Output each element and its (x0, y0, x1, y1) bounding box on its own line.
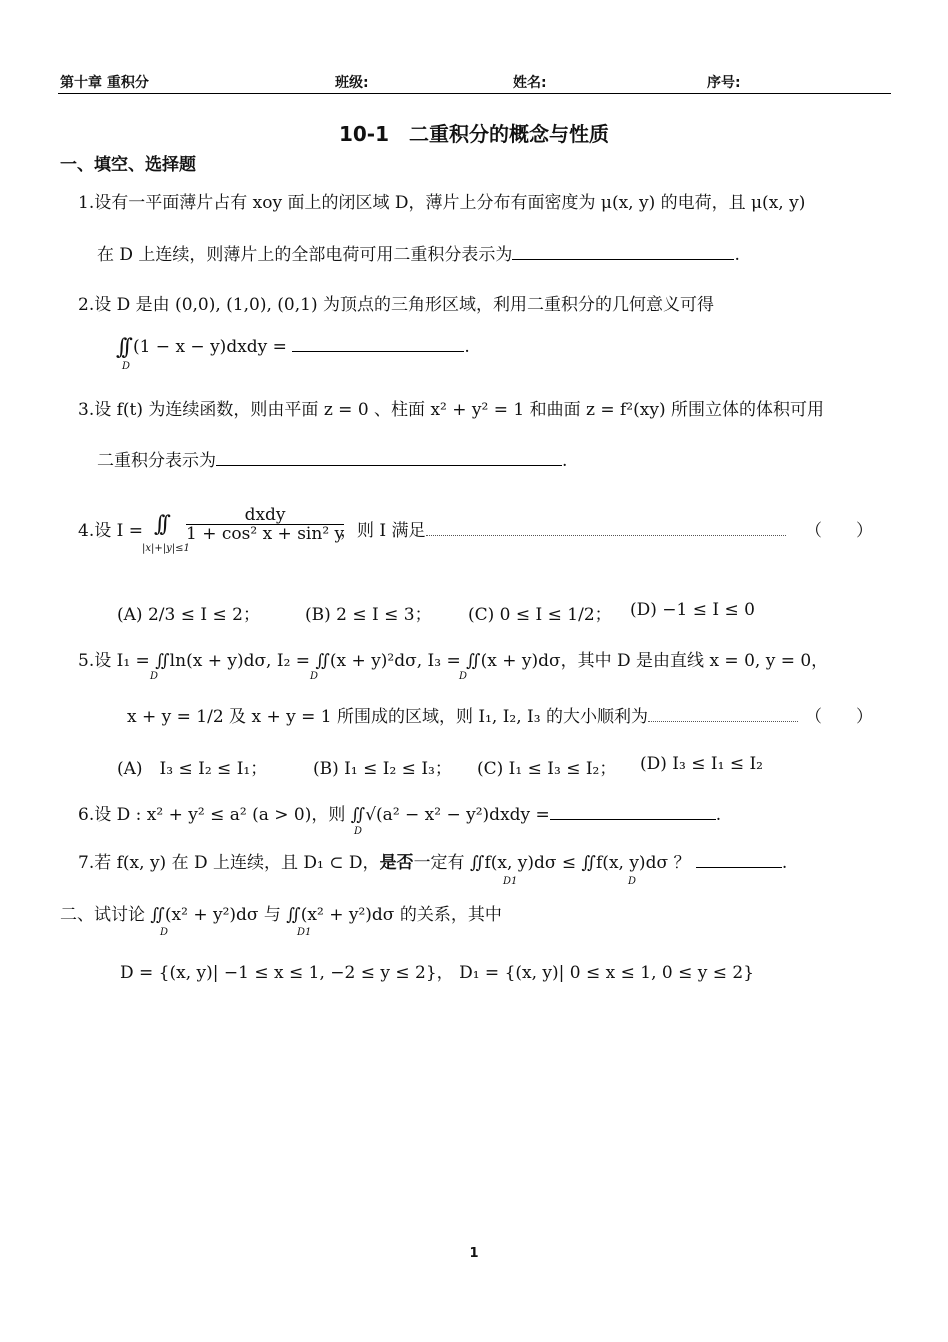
section-1-heading: 一、填空、选择题 (60, 155, 196, 175)
q5-option-d: (D) I₃ ≤ I₁ ≤ I₂ (640, 754, 763, 774)
q4-region: |x|+|y|≤1 (142, 543, 190, 554)
q3-line2-text: 二重积分表示为 (97, 451, 216, 471)
q1-line2-text: 在 D 上连续，则薄片上的全部电荷可用二重积分表示为 (97, 245, 513, 265)
name-label: 姓名: (513, 75, 547, 91)
q5-answer-paren[interactable]: （ ） (805, 707, 873, 727)
q5-region-1: D (150, 671, 159, 682)
q4-answer-paren[interactable]: （ ） (805, 521, 873, 541)
q2-expr: ∫∫ (1 − x − y)dxdy = . (116, 335, 470, 360)
q1-answer-blank[interactable] (512, 245, 734, 260)
q5-line2 (127, 702, 798, 727)
q7-answer-blank[interactable] (696, 853, 782, 868)
q5-region-3: D (459, 671, 468, 682)
section-2-region-d1: D1 (297, 927, 312, 938)
q2-answer-blank[interactable] (292, 337, 464, 352)
fraction (186, 506, 344, 543)
q3-line2: 二重积分表示为 . (97, 451, 568, 471)
q6-region: D (354, 826, 363, 837)
q4-prefix: 4.设 I = (78, 521, 143, 541)
header-rule (58, 93, 891, 94)
page-number: 1 (469, 1246, 479, 1261)
q6-text: 6.设 D : x² + y² ≤ a² (a > 0)，则 ∬√(a² − x² − y²)dxdy = (78, 805, 550, 825)
section-2-region-d: D (160, 927, 169, 938)
q5-line1: 5.设 I₁ = ∬ln(x + y)dσ, I₂ = ∬(x + y)²dσ, I₃ = ∬(x + y)dσ，其中 D 是由直线 x = 0, y = 0， (78, 651, 829, 671)
q2-expr-text: (1 − x − y)dxdy = (132, 337, 287, 357)
q7-line: 7.若 f(x, y) 在 D 上连续，且 D₁ ⊂ D，是否一定有 ∬f(x, y)dσ ≤ ∬f(x, y)dσ ？ . (78, 853, 788, 873)
q5-option-c: (C) I₁ ≤ I₃ ≤ I₂； (477, 759, 617, 779)
q5-option-a: (A) I₃ ≤ I₂ ≤ I₁； (117, 759, 268, 779)
q4-option-d: (D) −1 ≤ I ≤ 0 (630, 600, 755, 620)
double-integral-sign: ∫∫ (154, 512, 165, 537)
q7-region-d: D (628, 876, 637, 887)
q6-line: 6.设 D : x² + y² ≤ a² (a > 0)，则 ∬√(a² − x² − y²)dxdy = . (78, 805, 722, 825)
page-title: 10-1 二重积分的概念与性质 (338, 122, 610, 146)
number-label: 序号: (707, 75, 741, 91)
q6-answer-blank[interactable] (550, 805, 716, 820)
q4-integral (154, 510, 171, 535)
q4-leader-dots (426, 521, 786, 536)
q7-suffix: 一定有 ∬f(x, y)dσ ≤ ∬f(x, y)dσ ？ (413, 853, 691, 873)
q5-leader-dots (648, 707, 798, 722)
q4-suffix (340, 516, 786, 541)
q3-line1: 3.设 f(t) 为连续函数，则由平面 z = 0 、柱面 x² + y² = 1 和曲面 z = f²(xy) 所围立体的体积可用 (78, 400, 824, 420)
chapter-label: 第十章 重积分 (60, 75, 149, 91)
fraction-numerator: dxdy (186, 506, 344, 525)
section-2-line1: 二、试讨论 ∬(x² + y²)dσ 与 ∬(x² + y²)dσ 的关系，其中 (60, 905, 502, 925)
q5-region-2: D (310, 671, 319, 682)
q3-answer-blank[interactable] (216, 451, 562, 466)
q4-suffix-text: ，则 I 满足 (340, 521, 426, 541)
class-label: 班级: (335, 75, 369, 91)
double-integral-sign: ∫∫ (116, 335, 127, 360)
q5-option-b: (B) I₁ ≤ I₂ ≤ I₃； (313, 759, 452, 779)
q5-line2-text: x + y = 1/2 及 x + y = 1 所围成的区域，则 I₁, I₂, I₃ 的大小顺利为 (127, 707, 648, 727)
q2-region-label: D (122, 361, 131, 372)
q7-bold: 是否 (379, 853, 414, 873)
q7-prefix: 7.若 f(x, y) 在 D 上连续，且 D₁ ⊂ D， (78, 853, 380, 873)
q4-fraction (186, 506, 344, 543)
fraction-denominator: 1 + cos² x + sin² y (186, 524, 345, 544)
q2-line1: 2.设 D 是由 (0,0), (1,0), (0,1) 为顶点的三角形区域，利用二重积分的几何意义可得 (78, 295, 714, 315)
q4-option-b: (B) 2 ≤ I ≤ 3； (305, 605, 432, 625)
q1-line1: 1.设有一平面薄片占有 xoy 面上的闭区域 D，薄片上分布有面密度为 μ(x, y) 的电荷，且 μ(x, y) (78, 193, 806, 213)
q4-option-c: (C) 0 ≤ I ≤ 1/2； (468, 605, 612, 625)
q7-region-d1: D1 (503, 876, 518, 887)
q4-option-a: (A) 2/3 ≤ I ≤ 2； (117, 605, 260, 625)
q1-line2: 在 D 上连续，则薄片上的全部电荷可用二重积分表示为 . (97, 245, 740, 265)
section-2-line2: D = {(x, y)| −1 ≤ x ≤ 1, −2 ≤ y ≤ 2}， D₁ = {(x, y)| 0 ≤ x ≤ 1, 0 ≤ y ≤ 2} (120, 963, 755, 983)
